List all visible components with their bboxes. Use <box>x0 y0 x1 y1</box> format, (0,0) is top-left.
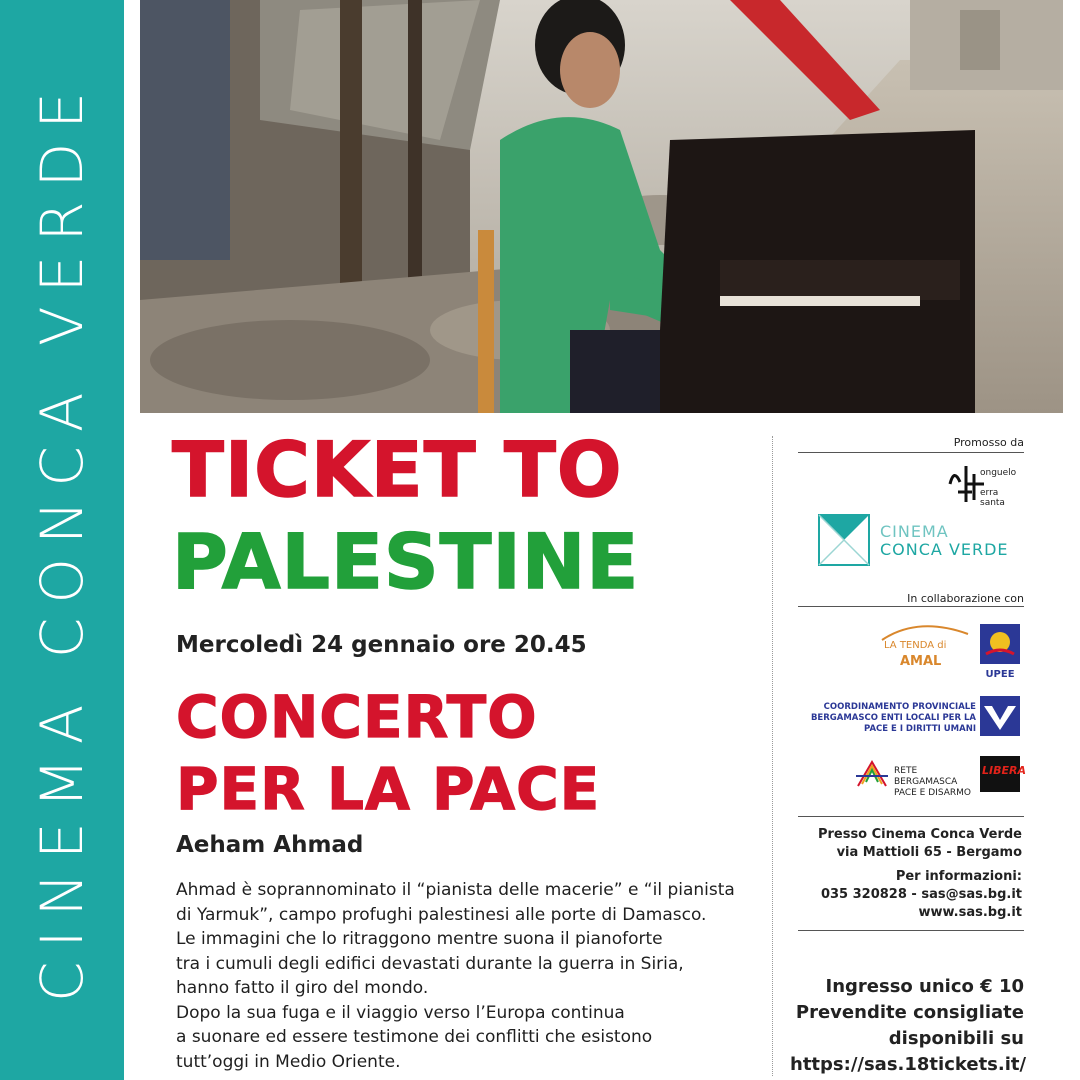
event-date: Mercoledì 24 gennaio ore 20.45 <box>176 632 587 658</box>
rule-promoted <box>798 452 1024 453</box>
logo-ht-line1: onguelo <box>980 468 1017 478</box>
concert-title-line1: CONCERTO <box>176 683 538 751</box>
description-line: a suonare ed essere testimone dei conflitti che esistono <box>176 1027 653 1047</box>
event-description <box>176 878 756 1074</box>
upee-logo <box>980 624 1020 680</box>
cinema-conca-verde-logo <box>818 514 1028 568</box>
logo-ht-line2: erra santa <box>980 488 1005 508</box>
rete-rainbow-icon <box>854 756 890 792</box>
upee-text: UPEE <box>985 669 1015 680</box>
description-line: Le immagini che lo ritraggono mentre suona il pianoforte <box>176 929 663 949</box>
coordinamento-text <box>808 702 976 735</box>
amal-line1: LA TENDA di <box>884 640 947 651</box>
ccv-word-cinema: CINEMA <box>880 522 949 541</box>
description-line: tutt’oggi in Medio Oriente. <box>176 1051 401 1072</box>
amal-line2: AMAL <box>900 654 942 669</box>
conca-verde-mark-icon <box>818 514 870 566</box>
info-line: Per informazioni: <box>895 869 1022 884</box>
venue-line: via Mattioli 65 - Bergamo <box>836 845 1022 860</box>
gonguelo-terrasanta-logo <box>944 462 1024 506</box>
coord-line: BERGAMASCO ENTI LOCALI PER LA <box>810 713 976 723</box>
rete-line: RETE BERGAMASCA <box>894 766 958 787</box>
description-line: Dopo la sua fuga e il viaggio verso l’Europa continua <box>176 1002 625 1023</box>
event-title-line2: PALESTINE <box>172 517 640 606</box>
hero-photo <box>140 0 1063 413</box>
rule-venue-top <box>798 816 1024 817</box>
description-line: tra i cumuli degli edifici devastati durante la guerra in Siria, <box>176 953 684 974</box>
column-divider <box>772 436 773 1076</box>
description-line: di Yarmuk”, campo profughi palestinesi alle porte di Damasco. <box>176 904 707 925</box>
rete-bergamasca-logo <box>854 756 974 798</box>
description-line: hanno fatto il giro del mondo. <box>176 978 429 998</box>
la-tenda-di-amal-logo <box>878 620 974 674</box>
ticket-line: Prevendite consigliate <box>795 1002 1024 1023</box>
concert-title-line2: PER LA PACE <box>176 755 601 823</box>
side-band <box>0 0 124 1080</box>
description-line: Ahmad è soprannominato il “pianista delle macerie” e “il pianista <box>176 880 735 900</box>
event-title-line1: TICKET TO <box>172 425 623 514</box>
coordinamento-mark-icon <box>980 696 1020 736</box>
info-line: 035 320828 - sas@sas.bg.it <box>820 887 1022 902</box>
ccv-word-conca-verde: CONCA VERDE <box>880 540 1009 559</box>
ticket-line: Ingresso unico € 10 <box>825 976 1024 997</box>
coord-line: COORDINAMENTO PROVINCIALE <box>823 702 976 712</box>
venue-info <box>798 826 1022 862</box>
ticket-line: disponibili su <box>888 1028 1024 1049</box>
side-band-title: CINEMA CONCA VERDE <box>28 78 96 1002</box>
ticket-info <box>790 974 1027 1078</box>
rule-ticket-top <box>798 930 1024 931</box>
artist-name: Aeham Ahmad <box>176 832 364 858</box>
collaboration-label: In collaborazione con <box>907 592 1024 605</box>
contact-info <box>798 868 1022 922</box>
rule-collab-top <box>798 606 1024 607</box>
rete-line: PACE E DISARMO <box>894 788 971 798</box>
promoted-by-label: Promosso da <box>953 436 1024 449</box>
hero-photo-illustration <box>140 0 1063 413</box>
info-line: www.sas.bg.it <box>918 905 1022 920</box>
coord-line: PACE E I DIRITTI UMANI <box>864 724 976 734</box>
libera-text: LIBERA <box>982 764 1026 777</box>
rete-text <box>894 766 974 799</box>
ticket-link[interactable]: https://sas.18tickets.it/ <box>790 1054 1027 1075</box>
libera-logo <box>980 756 1026 792</box>
venue-line: Presso Cinema Conca Verde <box>817 827 1022 842</box>
upee-mark-icon <box>980 624 1020 664</box>
coordinamento-logo <box>980 696 1020 736</box>
